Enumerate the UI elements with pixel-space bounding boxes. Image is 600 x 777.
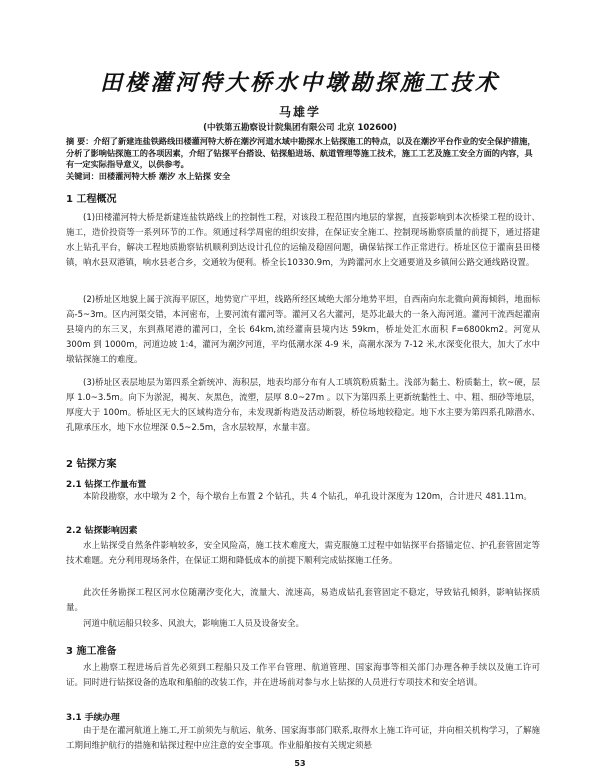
keywords-text: 田楼灌河特大桥 潮汐 水上钻探 安全 <box>98 171 231 181</box>
section-2-2-paragraph-1: 水上钻探受自然条件影响较多，安全风险高，施工技术难度大，需克服施工过程中如钻探平台搭锚定位、护孔套管固定等技术难题。充分利用现场条件，在保证工期和降低成本的前提下顺利完成钻探施工任务。 <box>66 541 540 566</box>
author-affiliation: (中铁第五勘察设计院集团有限公司 北京 102600) <box>203 123 397 133</box>
section-2-1-paragraph: 本阶段勘察，水中墩为 2 个，每个墩台上布置 2 个钻孔，共 4 个钻孔，单孔设计深度为 120m，合计进尺 481.11m。 <box>83 492 532 502</box>
abstract-text: 介绍了新建连盐铁路线田楼灌河特大桥在潮汐河道水域中勘探水上钻探施工的特点，以及在潮汐平台作业的安全保护措施，分析了影响钻探施工的各项因素，介绍了钻探平台搭设、钻探船进场、航道管理等施工技术，施工工艺及施工安全方面的内容，具有一定实际指导意义，以供参考。 <box>66 136 536 169</box>
keywords-label: 关键词： <box>66 171 99 181</box>
section-1-paragraph-2: (2)桥址区地貌上属于滨海平原区，地势宽广平坦，线路所经区域绝大部分地势平坦，自西南向东北微向黄海倾斜，地面标高-5~3m。区内河渠交错，本河密布，上要河流有灌河等。灌河又名大灌河，是苏北最大的一条入海河道。灌河干流西起灌南县境内的东三叉，东到燕尾港的灌河口，全长 64km,流经灌南县境内达 59km，桥址处汇水面积 F=6800km2。河宽从 300m 到 1000m，河道边坡 1:4，灌河为潮汐河道，平均低潮水深 4-9 米，高潮水深为 7-12 米,水深变化很大，加大了水中墩钻探施工的难度。 <box>66 295 540 365</box>
section-1-heading: 1 工程概况 <box>66 194 117 205</box>
section-2-2-paragraph-2: 此次任务勘探工程区河水位随潮汐变化大，流量大、流速高，易造成钻孔套管固定不稳定，导致钻孔倾斜，影响钻探质量。 <box>66 588 540 613</box>
section-3-1-heading: 3.1 手续办理 <box>66 713 120 723</box>
section-3-1-paragraph: 由于是在灌河航道上施工,开工前须先与航运、航务、国家海事部门联系,取得水上施工许可证，并向相关机构学习，了解施工期间维护航行的措施和钻探过程中应注意的安全事项。作业船舶按有关规定须悬 <box>66 726 540 751</box>
section-2-heading: 2 钻探方案 <box>66 459 117 470</box>
section-1-paragraph-3: (3)桥址区表层地层为第四系全新统冲、海积层，地表均部分布有人工填筑粉质黏土。浅部为黏土、粉质黏土，软~硬，层厚 1.0~3.5m。向下为淤泥，褐灰、灰黑色，流塑，层厚 8.0~27m 。以下为第四系上更新统黏性土、中、粗、细砂等地层，厚度大于 100m。桥址区无大的区域构造分布，未发现新构造及活动断裂，桥位场地较稳定。地下水主要为第四系孔隙潜水、孔隙承压水，地下水位埋深 0.5~2.5m，含水层较厚，水量丰富。 <box>66 378 540 433</box>
author-name: 马雄学 <box>278 105 321 119</box>
section-2-1-heading: 2.1 钻探工作量布置 <box>66 480 147 490</box>
paper-title: 田楼灌河特大桥水中墩勘探施工技术 <box>99 70 500 96</box>
keywords <box>66 171 536 182</box>
abstract <box>66 136 536 171</box>
section-1-paragraph-1: (1)田楼灌河特大桥是新建连盐铁路线上的控制性工程，对该段工程范围内地层的掌握，直接影响到本次桥梁工程的设计、施工，造价投资等一系列环节的工作。须通过科学周密的组织安排，在保证安全施工、控制现场勘察质量的前提下，通过搭建水上钻孔平台，解决工程地质勘察钻机顺利到达设计孔位的运输及稳固问题，确保钻探工作正常进行。桥址区位于灌南县田楼镇，响水县双港镇，响水县老合乡，交通较为便利。桥全长10330.9m，为跨灌河水上交通要道及乡镇间公路交通线路设置。 <box>66 213 540 268</box>
section-3-paragraph-1: 水上勘察工程进场后首先必须到工程船只及工作平台管理、航道管理、国家海事等相关部门办理各种手续以及施工许可证。同时进行钻探设备的选取和船舶的改装工作，并在进场前对参与水上钻探的人员进行专项技术和安全培训。 <box>66 663 540 688</box>
section-2-2-paragraph-3: 河道中航运船只较多、风浪大，影响施工人员及设备安全。 <box>83 619 305 629</box>
section-3-heading: 3 施工准备 <box>66 646 117 657</box>
abstract-label: 摘 要： <box>66 136 94 146</box>
section-2-2-heading: 2.2 钻探影响因素 <box>66 526 138 536</box>
page-number: 53 <box>294 759 306 768</box>
